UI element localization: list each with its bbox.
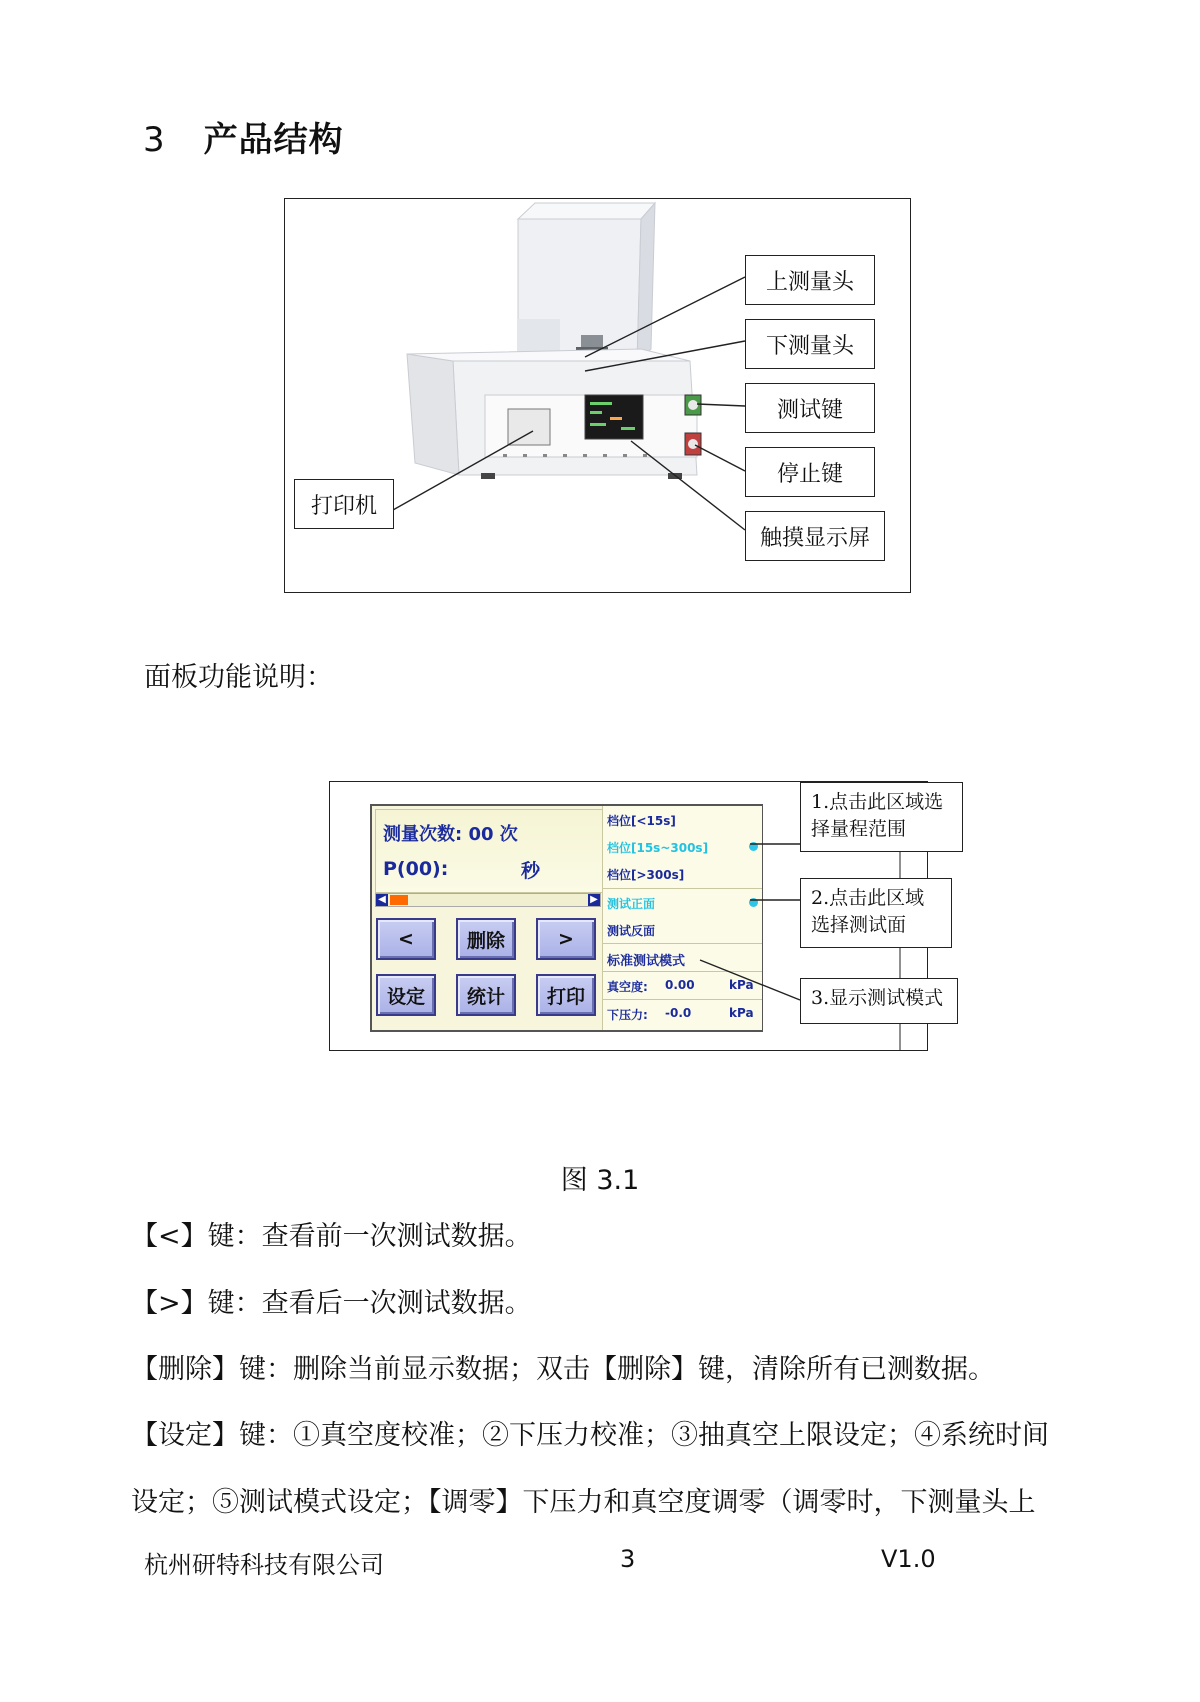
touch-panel-figure	[329, 781, 944, 1051]
range-option-long[interactable]: 档位[>300s]	[607, 868, 685, 882]
footer-company: 杭州研特科技有限公司	[144, 1551, 384, 1579]
footer-page-number: 3	[620, 1545, 636, 1573]
callout-lower-head: 下测量头	[745, 319, 875, 369]
callout-side-select: 2.点击此区域选择测试面	[800, 878, 952, 948]
figure-caption: 图 3.1	[560, 1165, 640, 1196]
footer-version: V1.0	[881, 1545, 936, 1573]
test-mode-label: 标准测试模式	[607, 954, 686, 969]
callout-touch-screen: 触摸显示屏	[745, 511, 885, 561]
section-title: 产品结构	[203, 120, 344, 160]
section-heading	[143, 112, 344, 161]
settings-button[interactable]: 设定	[376, 974, 436, 1016]
callout-upper-head: 上测量头	[745, 255, 875, 305]
pressure-unit: kPa	[729, 1006, 754, 1020]
callout-range-select: 1.点击此区域选择量程范围	[800, 782, 963, 852]
side-option-back[interactable]: 测试反面	[607, 924, 656, 938]
p-label: P(00):	[383, 858, 449, 880]
vacuum-label: 真空度:	[607, 980, 648, 994]
callout-mode-display: 3.显示测试模式	[800, 978, 958, 1024]
prev-button[interactable]: <	[376, 918, 436, 960]
callout-stop-key: 停止键	[745, 447, 875, 497]
paragraph-settings-key-2: 设定；⑤测试模式设定；【调零】下压力和真空度调零（调零时，下测量头上	[131, 1487, 1036, 1518]
paragraph-next-key: 【>】键：查看后一次测试数据。	[131, 1288, 532, 1319]
delete-button[interactable]: 删除	[456, 918, 516, 960]
paragraph-settings-key-1: 【设定】键：①真空度校准；②下压力校准；③抽真空上限设定；④系统时间	[131, 1420, 1049, 1451]
measure-count: 测量次数: 00 次	[383, 824, 518, 845]
callout-test-key: 测试键	[745, 383, 875, 433]
instrument-figure	[284, 198, 911, 593]
print-button[interactable]: 打印	[536, 974, 596, 1016]
scroll-left-arrow-icon[interactable]: ◀	[376, 894, 388, 906]
side-option-front[interactable]: 测试正面	[607, 897, 656, 911]
callout-printer: 打印机	[294, 479, 394, 529]
section-number: 3	[143, 120, 166, 160]
paragraph-delete-key: 【删除】键：删除当前显示数据；双击【删除】键，清除所有已测数据。	[131, 1354, 995, 1385]
vacuum-unit: kPa	[729, 978, 754, 992]
range-option-short[interactable]: 档位[<15s]	[607, 814, 676, 828]
pressure-label: 下压力:	[607, 1008, 648, 1022]
range-option-medium[interactable]: 档位[15s~300s]	[607, 841, 709, 855]
scroll-right-arrow-icon[interactable]: ▶	[588, 894, 600, 906]
pressure-value: -0.0	[665, 1006, 692, 1020]
next-button[interactable]: >	[536, 918, 596, 960]
vacuum-value: 0.00	[665, 978, 695, 992]
panel-description-title: 面板功能说明：	[144, 662, 333, 693]
paragraph-prev-key: 【<】键：查看前一次测试数据。	[131, 1221, 532, 1252]
stats-button[interactable]: 统计	[456, 974, 516, 1016]
unit-label: 秒	[521, 860, 541, 882]
